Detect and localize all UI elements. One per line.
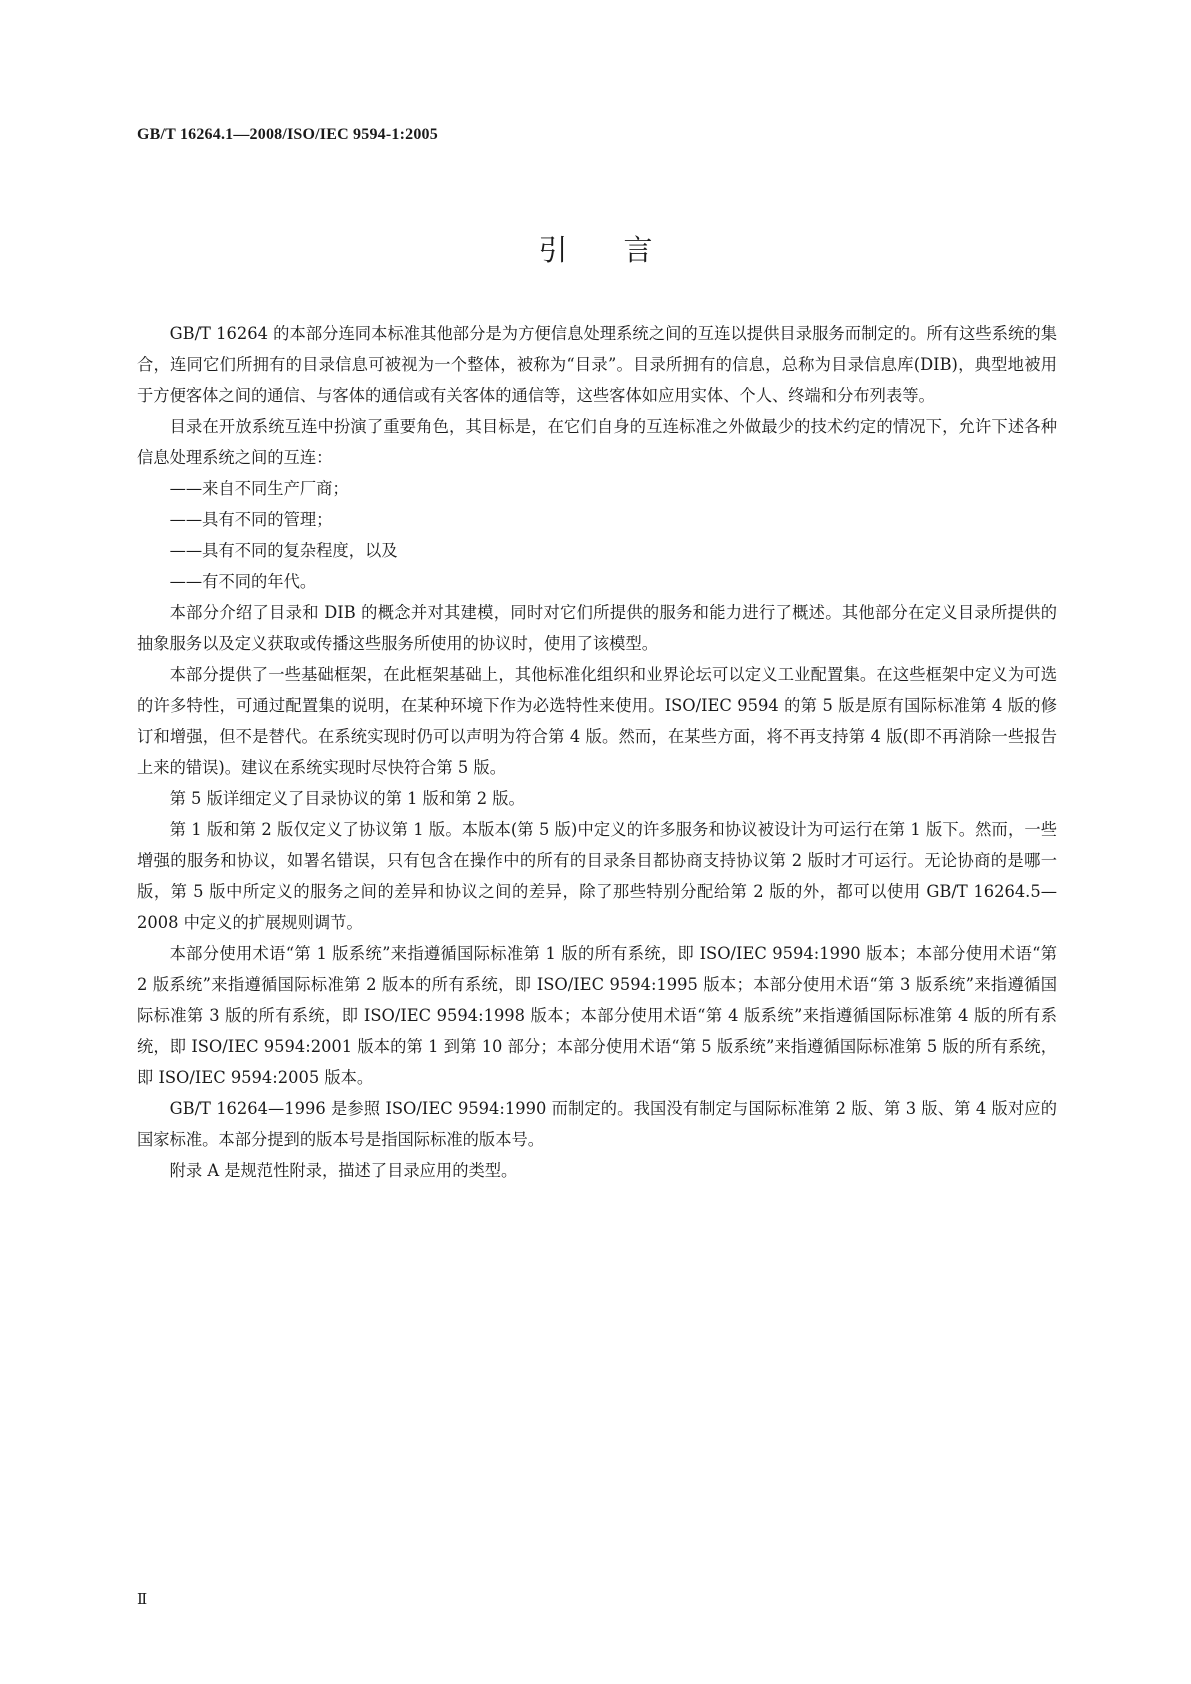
paragraph: 第 1 版和第 2 版仅定义了协议第 1 版。本版本(第 5 版)中定义的许多服务和协议被设计为可运行在第 1 版下。然而，一些增强的服务和协议，如署名错误，只有包含在操作中的所有的目录条目都协商支持协议第 2 版时才可运行。无论协商的是哪一版，第 5 版中所定义的服务之间的差异和协议之间的差异，除了那些特别分配给第 2 版的外，都可以使用 GB/T 16264.5—2008 中定义的扩展规则调节。: [137, 820, 1057, 932]
paragraph: 目录在开放系统互连中扮演了重要角色，其目标是，在它们自身的互连标准之外做最少的技术约定的情况下，允许下述各种信息处理系统之间的互连：: [137, 417, 1057, 467]
paragraph: 本部分提供了一些基础框架，在此框架基础上，其他标准化组织和业界论坛可以定义工业配置集。在这些框架中定义为可选的许多特性，可通过配置集的说明，在某种环境下作为必选特性来使用。ISO/IEC 9594 的第 5 版是原有国际标准第 4 版的修订和增强，但不是替代。在系统实现时仍可以声明为符合第 4 版。然而，在某些方面，将不再支持第 4 版(即不再消除一些报告上来的错误)。建议在系统实现时尽快符合第 5 版。: [137, 665, 1057, 777]
paragraph: 本部分使用术语“第 1 版系统”来指遵循国际标准第 1 版的所有系统，即 ISO/IEC 9594:1990 版本；本部分使用术语“第 2 版系统”来指遵循国际标准第 2 版本的所有系统，即 ISO/IEC 9594:1995 版本；本部分使用术语“第 3 版系统”来指遵循国际标准第 3 版的所有系统，即 ISO/IEC 9594:1998 版本；本部分使用术语“第 4 版系统”来指遵循国际标准第 4 版的所有系统，即 ISO/IEC 9594:2001 版本的第 1 到第 10 部分；本部分使用术语“第 5 版系统”来指遵循国际标准第 5 版的所有系统，即 ISO/IEC 9594:2005 版本。: [137, 944, 1057, 1087]
list-item: ——具有不同的复杂程度，以及: [169, 541, 398, 560]
list-item: ——有不同的年代。: [169, 572, 317, 591]
standard-number-header: GB/T 16264.1—2008/ISO/IEC 9594-1:2005: [137, 126, 438, 143]
paragraph: 附录 A 是规范性附录，描述了目录应用的类型。: [169, 1161, 518, 1180]
list-item: ——具有不同的管理；: [169, 510, 333, 529]
paragraph: 本部分介绍了目录和 DIB 的概念并对其建模，同时对它们所提供的服务和能力进行了概述。其他部分在定义目录所提供的抽象服务以及定义获取或传播这些服务所使用的协议时，使用了该模型。: [137, 603, 1057, 653]
paragraph: GB/T 16264—1996 是参照 ISO/IEC 9594:1990 而制定的。我国没有制定与国际标准第 2 版、第 3 版、第 4 版对应的国家标准。本部分提到的版本号是指国际标准的版本号。: [137, 1099, 1057, 1149]
body-text: [137, 318, 1057, 1186]
list-item: ——来自不同生产厂商；: [169, 479, 349, 498]
paragraph: GB/T 16264 的本部分连同本标准其他部分是为方便信息处理系统之间的互连以提供目录服务而制定的。所有这些系统的集合，连同它们所拥有的目录信息可被视为一个整体，被称为“目录”。目录所拥有的信息，总称为目录信息库(DIB)，典型地被用于方便客体之间的通信、与客体的通信或有关客体的通信等，这些客体如应用实体、个人、终端和分布列表等。: [137, 324, 1057, 405]
page-title: 引言: [538, 233, 709, 267]
paragraph: 第 5 版详细定义了目录协议的第 1 版和第 2 版。: [169, 789, 525, 808]
page-number: Ⅱ: [137, 1592, 148, 1608]
